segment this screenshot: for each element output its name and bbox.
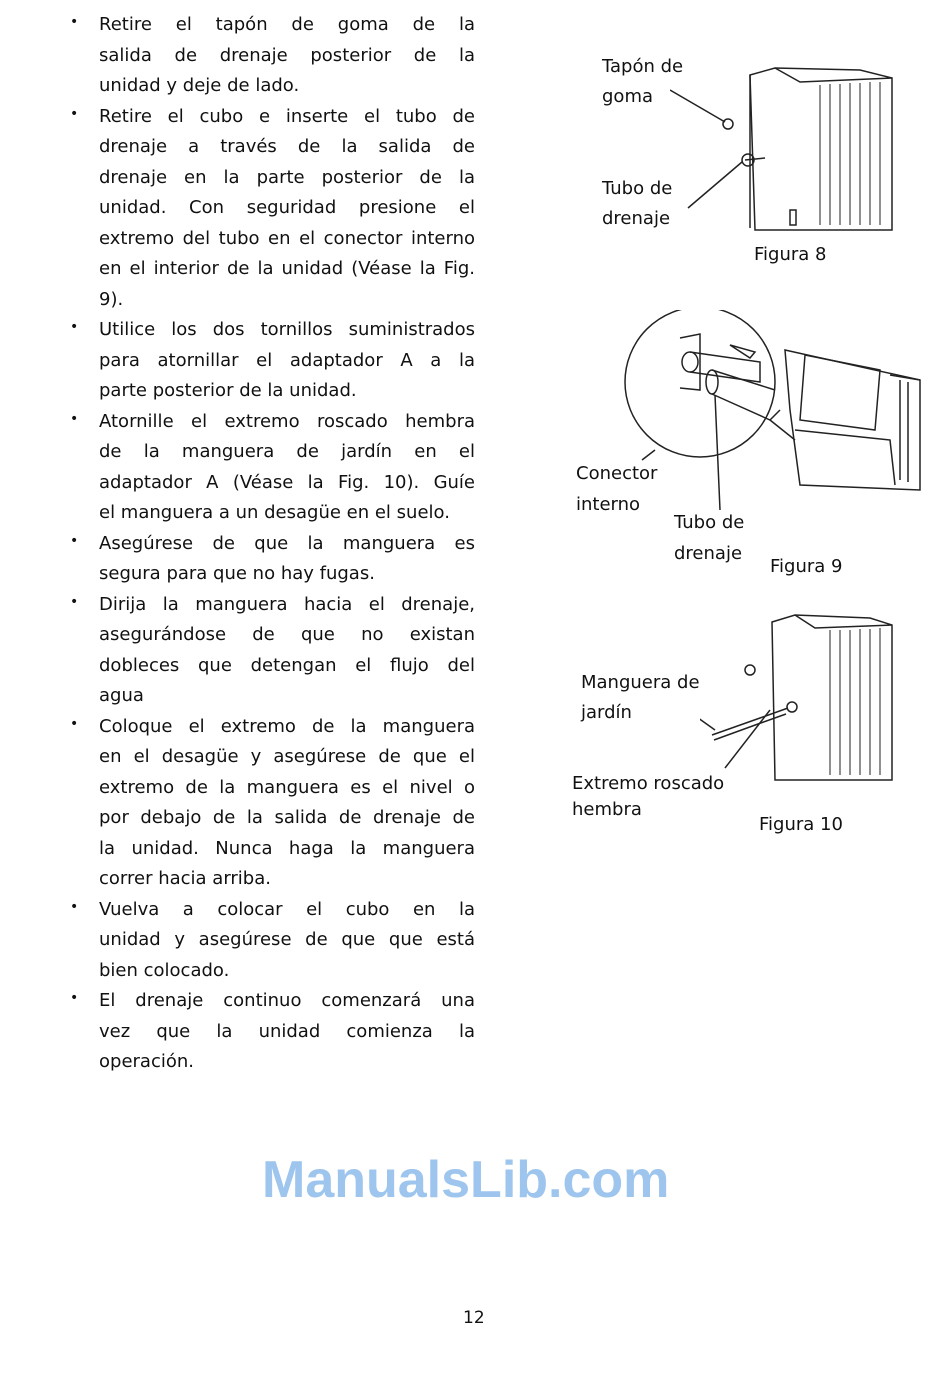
fig8-label-tube-2: drenaje: [602, 208, 671, 229]
bullet-icon: •: [70, 715, 79, 732]
bullet-icon: •: [70, 593, 79, 610]
bullet-line: unidad. Con seguridad presione el: [99, 197, 475, 218]
fig9-label-connector-2: interno: [576, 494, 641, 515]
fig10-label-end-1: Extremo roscado: [572, 773, 725, 794]
bullet-line: Retire el tapón de goma de la: [99, 14, 475, 35]
bullet-line: Dirija la manguera hacia el drenaje,: [99, 593, 475, 615]
bullet-line: drenaje en la parte posterior de la: [99, 166, 475, 188]
bullet-line: unidad y asegúrese de que que está: [99, 929, 475, 950]
page-number: 12: [463, 1308, 485, 1328]
bullet-item: [70, 529, 480, 590]
fig10-label-hose-1: Manguera de: [581, 672, 700, 693]
fig8-unit-illustration: [670, 60, 900, 240]
bullet-line: correr hacia arriba.: [99, 868, 271, 889]
bullet-line: vez que la unidad comienza la: [99, 1020, 475, 1042]
bullet-line: dobleces que detengan el flujo del: [99, 654, 475, 676]
bullet-item: [70, 102, 480, 316]
bullet-item: [70, 590, 480, 712]
bullet-line: en el desagüe y asegúrese de que el: [99, 746, 475, 767]
bullet-icon: •: [70, 532, 79, 549]
fig8-caption: Figura 8: [754, 244, 827, 265]
fig10-label-end-2: hembra: [572, 799, 642, 820]
bullet-line: salida de drenaje posterior de la: [99, 44, 475, 66]
bullet-line: la unidad. Nunca haga la manguera: [99, 837, 475, 859]
bullet-line: operación.: [99, 1051, 194, 1072]
bullet-icon: •: [70, 319, 79, 335]
bullet-line: Vuelva a colocar el cubo en la: [99, 898, 475, 920]
bullet-item: [70, 10, 480, 102]
fig10-caption: Figura 10: [759, 814, 843, 835]
fig9-label-tube-1: Tubo de: [674, 512, 745, 533]
bullet-line: Utilice los dos tornillos suministrados: [99, 319, 475, 340]
bullet-icon: •: [70, 898, 79, 915]
instruction-list: [70, 10, 480, 1078]
bullet-line: unidad y deje de lado.: [99, 75, 300, 96]
fig8-label-plug-2: goma: [602, 86, 654, 107]
bullet-line: Asegúrese de que la manguera es: [99, 532, 475, 554]
bullet-line: Retire el cubo e inserte el tubo de: [99, 105, 475, 127]
bullet-item: [70, 895, 480, 987]
bullet-line: para atornillar el adaptador A a la: [99, 349, 475, 371]
bullet-line: el manguera a un desagüe en el suelo.: [99, 502, 450, 523]
bullet-line: bien colocado.: [99, 959, 230, 981]
bullet-line: drenaje a través de la salida de: [99, 136, 475, 157]
bullet-line: extremo de la manguera es el nivel o: [99, 776, 475, 798]
fig10-label-hose-2: jardín: [581, 702, 632, 723]
bullet-line: 9).: [99, 288, 124, 310]
bullet-icon: •: [70, 410, 79, 427]
bullet-line: Atornille el extremo roscado hembra: [99, 410, 475, 432]
bullet-item: [70, 315, 480, 407]
bullet-line: El drenaje continuo comenzará una: [99, 990, 475, 1011]
bullet-line: parte posterior de la unidad.: [99, 380, 357, 401]
bullet-item: [70, 986, 480, 1078]
bullet-icon: •: [70, 990, 79, 1006]
bullet-line: segura para que no hay fugas.: [99, 563, 375, 584]
bullet-line: en el interior de la unidad (Véase la Fig.: [99, 258, 475, 279]
fig10-unit-illustration: [700, 610, 900, 790]
bullet-line: asegurándose de que no existan: [99, 624, 475, 645]
fig9-connector-illustration: [620, 310, 930, 510]
fig9-label-connector-1: Conector: [576, 463, 658, 484]
bullet-icon: •: [70, 14, 79, 30]
watermark: ManualsLib.com: [262, 1151, 670, 1209]
bullet-item: [70, 712, 480, 895]
fig8-label-plug-1: Tapón de: [602, 56, 684, 77]
fig9-label-tube-2: drenaje: [674, 543, 743, 564]
bullet-line: de la manguera de jardín en el: [99, 441, 475, 462]
bullet-line: extremo del tubo en el conector interno: [99, 227, 475, 249]
fig9-caption: Figura 9: [770, 556, 843, 577]
bullet-line: Coloque el extremo de la manguera: [99, 715, 475, 737]
bullet-line: por debajo de la salida de drenaje de: [99, 807, 475, 828]
bullet-item: [70, 407, 480, 529]
fig8-label-tube-1: Tubo de: [602, 178, 673, 199]
bullet-line: agua: [99, 685, 144, 706]
bullet-icon: •: [70, 105, 79, 122]
bullet-line: adaptador A (Véase la Fig. 10). Guíe: [99, 471, 475, 493]
